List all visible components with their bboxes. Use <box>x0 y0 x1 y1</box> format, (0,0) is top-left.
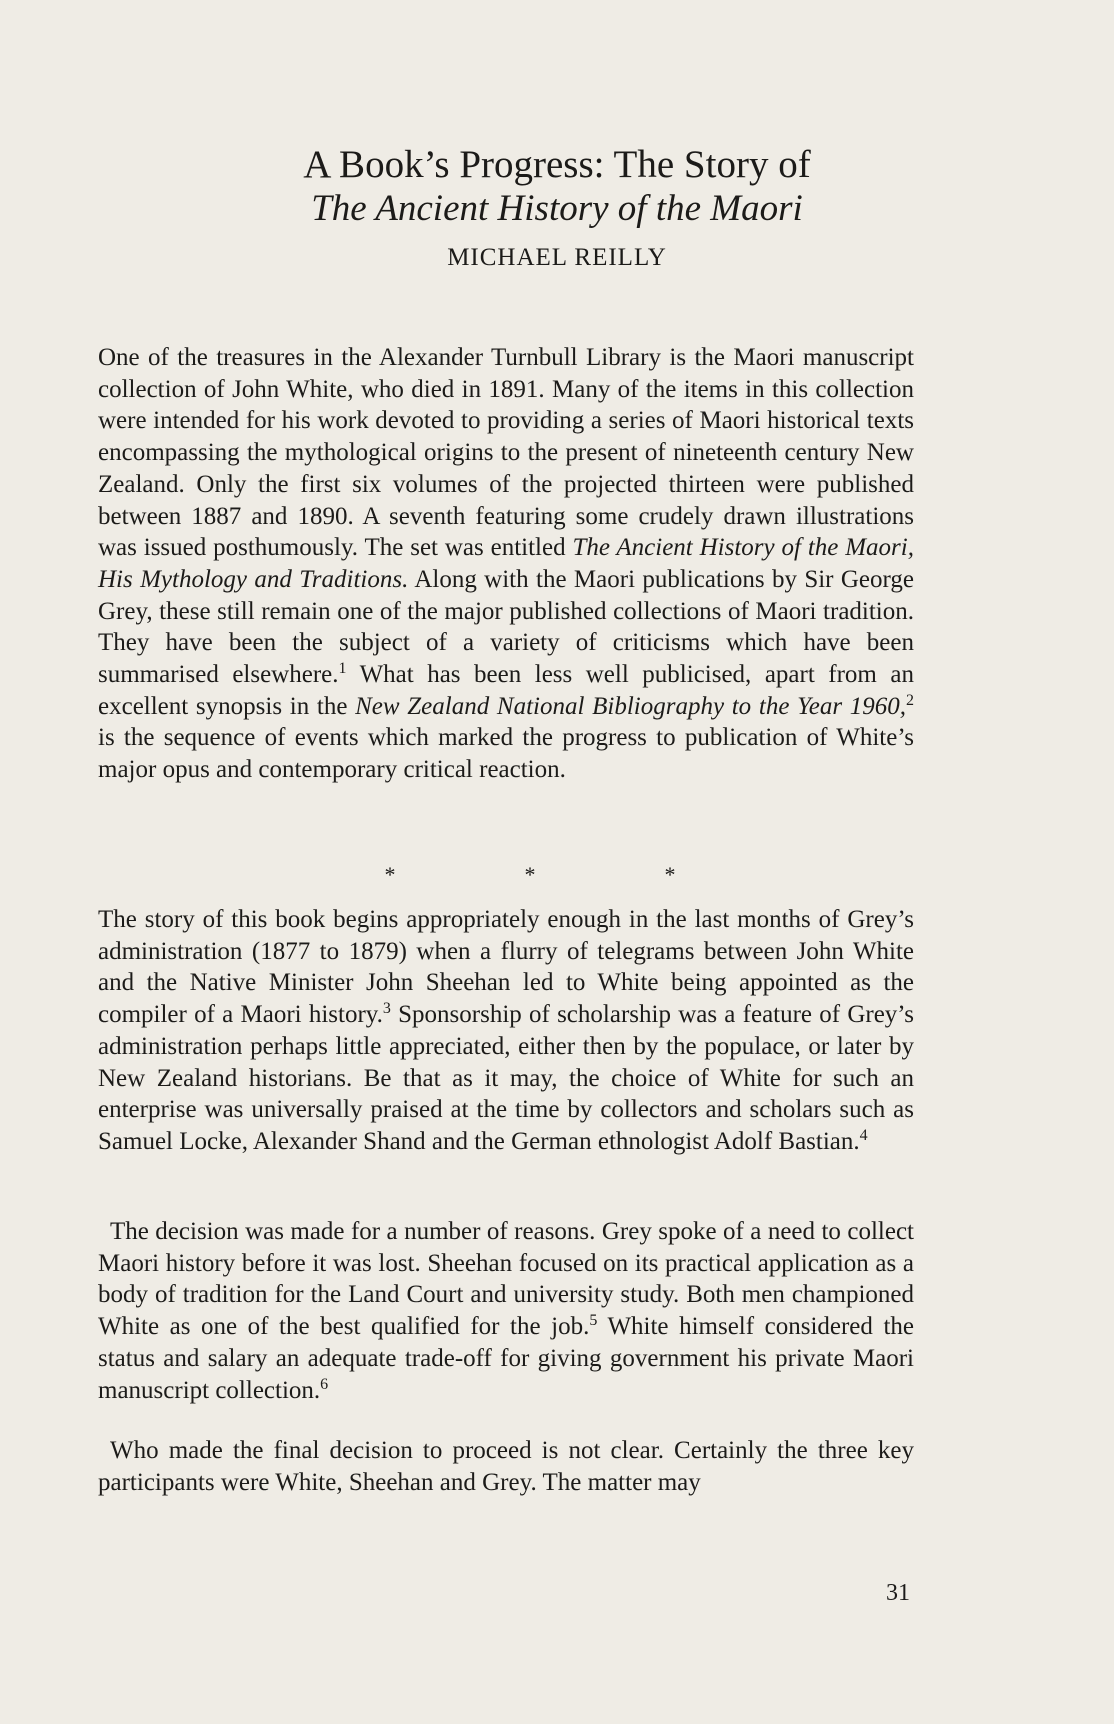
paragraph-4 <box>98 1435 914 1498</box>
footnote-ref-2: 2 <box>906 691 914 709</box>
text-run: Along with the Maori publications by Sir George Grey, these still remain one of the major published collections of Maori tradition. They have been the subject of a variety of criticisms which have been summarised elsewhere. <box>98 565 914 689</box>
section-separator <box>380 862 680 888</box>
text-run: White himself considered the status and salary an adequate trade-off for giving government his private Maori manuscript collection. <box>98 1313 914 1404</box>
italic-bibliography-title: New Zealand National Bibliography to the Year 1960, <box>355 692 906 720</box>
footnote-ref-5: 5 <box>589 1312 598 1330</box>
italic-book-title: The Ancient History of the Maori, His Mythology and Traditions. <box>98 534 914 593</box>
page-number: 31 <box>886 1580 910 1606</box>
footnote-ref-1: 1 <box>338 660 347 678</box>
separator-star: * <box>384 862 396 887</box>
text-run: What has been less well publicised, apart from an excellent synopsis in the <box>98 661 914 720</box>
text-run: The story of this book begins appropriately enough in the last months of Grey’s administration (1877 to 1879) when a flurry of telegrams between John White and the Native Minister John Sheehan led to White being appointed as the compiler of a Maori history. <box>98 906 914 1029</box>
paragraph-1 <box>98 342 914 786</box>
text-run: is the sequence of events which marked the progress to publication of White’s major opus and contemporary critical reaction. <box>98 724 914 784</box>
separator-star: * <box>524 862 536 887</box>
text-run: One of the treasures in the Alexander Turnbull Library is the Maori manuscript collection of John White, who died in 1891. Many of the items in this collection were intended for his work devoted to providing a series of Maori historical texts encompassing the mythological origins to the present of nineteenth century New Zealand. Only the first six volumes of the projected thirteen were published between 1887 and 1890. A seventh featuring some crudely drawn illustrations was issued posthumously. The set was entitled <box>98 344 914 562</box>
paragraph-3 <box>98 1216 914 1406</box>
article-subtitle: The Ancient History of the Maori <box>311 188 803 229</box>
footnote-ref-4: 4 <box>859 1126 868 1144</box>
separator-star: * <box>664 862 676 887</box>
footnote-ref-3: 3 <box>382 1000 391 1018</box>
article-title: A Book’s Progress: The Story of <box>303 143 811 186</box>
text-run: Sponsorship of scholarship was a feature of Grey’s administration perhaps little appreciated, either then by the populace, or later by New Zealand historians. Be that as it may, the choice of White for such an enterprise was universally praised at the time by collectors and scholars such as Samuel Locke, Alexander Shand and the German ethnologist Adolf Bastian. <box>98 1001 914 1155</box>
footnote-ref-6: 6 <box>320 1375 329 1393</box>
text-run: The decision was made for a number of reasons. Grey spoke of a need to collect Maori history before it was lost. Sheehan focused on its practical application as a body of tradition for the Land Court and university study. Both men championed White as one of the best qualified for the job. <box>98 1218 914 1341</box>
author-name: MICHAEL REILLY <box>447 244 667 271</box>
text-run: Who made the final decision to proceed is not clear. Certainly the three key participants were White, Sheehan and Grey. The matter may <box>98 1437 914 1496</box>
paragraph-2 <box>98 904 914 1158</box>
